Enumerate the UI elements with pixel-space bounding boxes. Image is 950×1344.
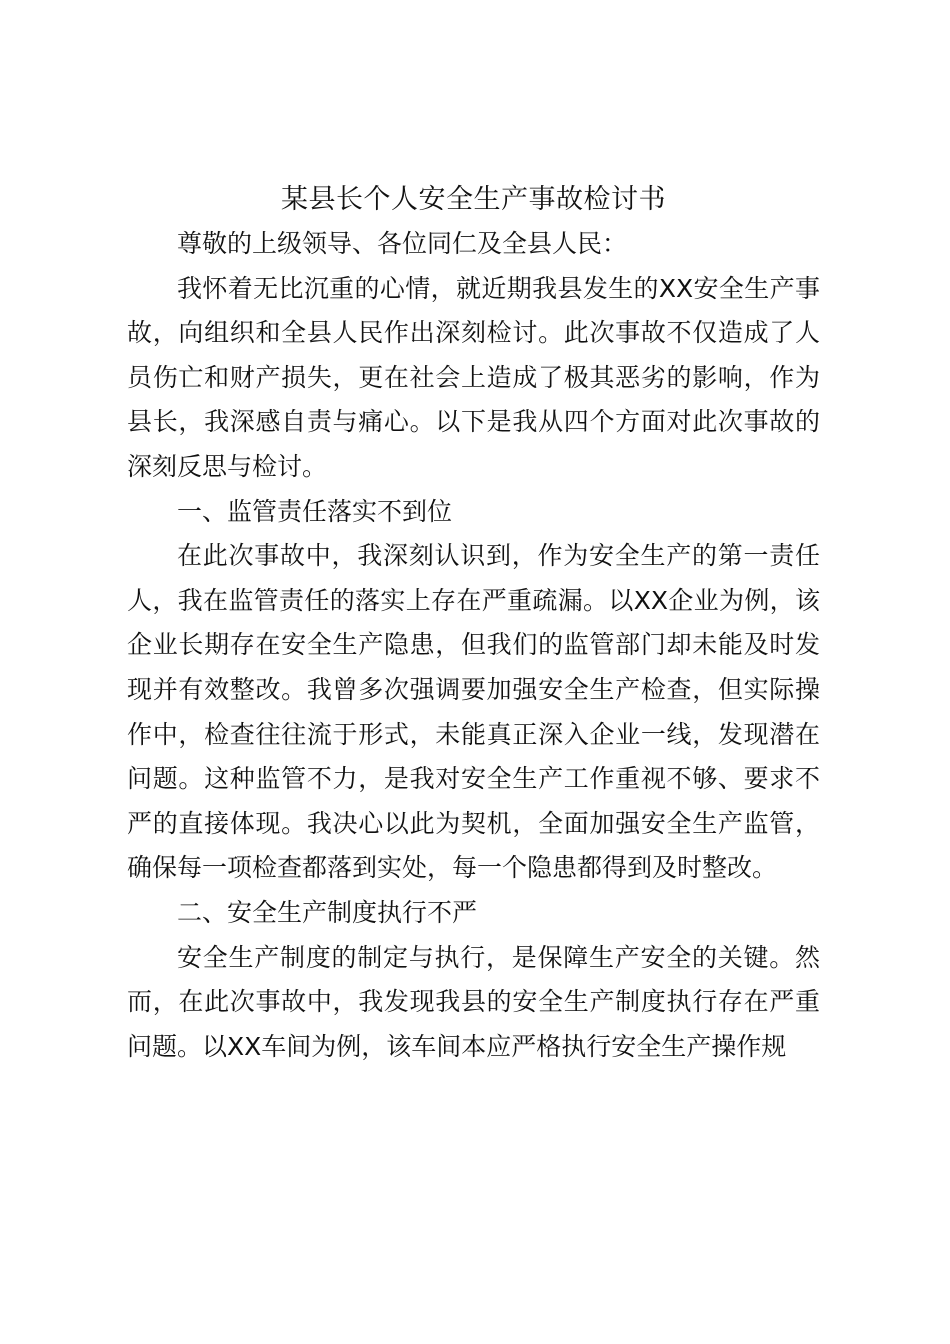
section-paragraph-2: 安全生产制度的制定与执行，是保障生产安全的关键。然而，在此次事故中，我发现我县的安全生产制度执行存在严重问题。以XX车间为例，该车间本应严格执行安全生产操作规: [127, 942, 820, 1061]
intro-paragraph: 我怀着无比沉重的心情，就近期我县发生的XX安全生产事故，向组织和全县人民作出深刻检讨。此次事故不仅造成了人员伤亡和财产损失，更在社会上造成了极其恶劣的影响，作为县长，我深感自责与痛心。以下是我从四个方面对此次事故的深刻反思与检讨。: [127, 273, 820, 481]
document-body: [127, 178, 820, 1069]
document-title: 某县长个人安全生产事故检讨书: [281, 184, 666, 215]
salutation: 尊敬的上级领导、各位同仁及全县人民：: [177, 229, 628, 258]
section-paragraph-1: 在此次事故中，我深刻认识到，作为安全生产的第一责任人，我在监管责任的落实上存在严重疏漏。以XX企业为例，该企业长期存在安全生产隐患，但我们的监管部门却未能及时发现并有效整改。我曾多次强调要加强安全生产检查，但实际操作中，检查往往流于形式，未能真正深入企业一线，发现潜在问题。这种监管不力，是我对安全生产工作重视不够、要求不严的直接体现。我决心以此为契机，全面加强安全生产监管，确保每一项检查都落到实处，每一个隐患都得到及时整改。: [127, 541, 820, 883]
section-heading-2: 二、安全生产制度执行不严: [177, 897, 478, 927]
section-heading-1: 一、监管责任落实不到位: [177, 496, 453, 526]
